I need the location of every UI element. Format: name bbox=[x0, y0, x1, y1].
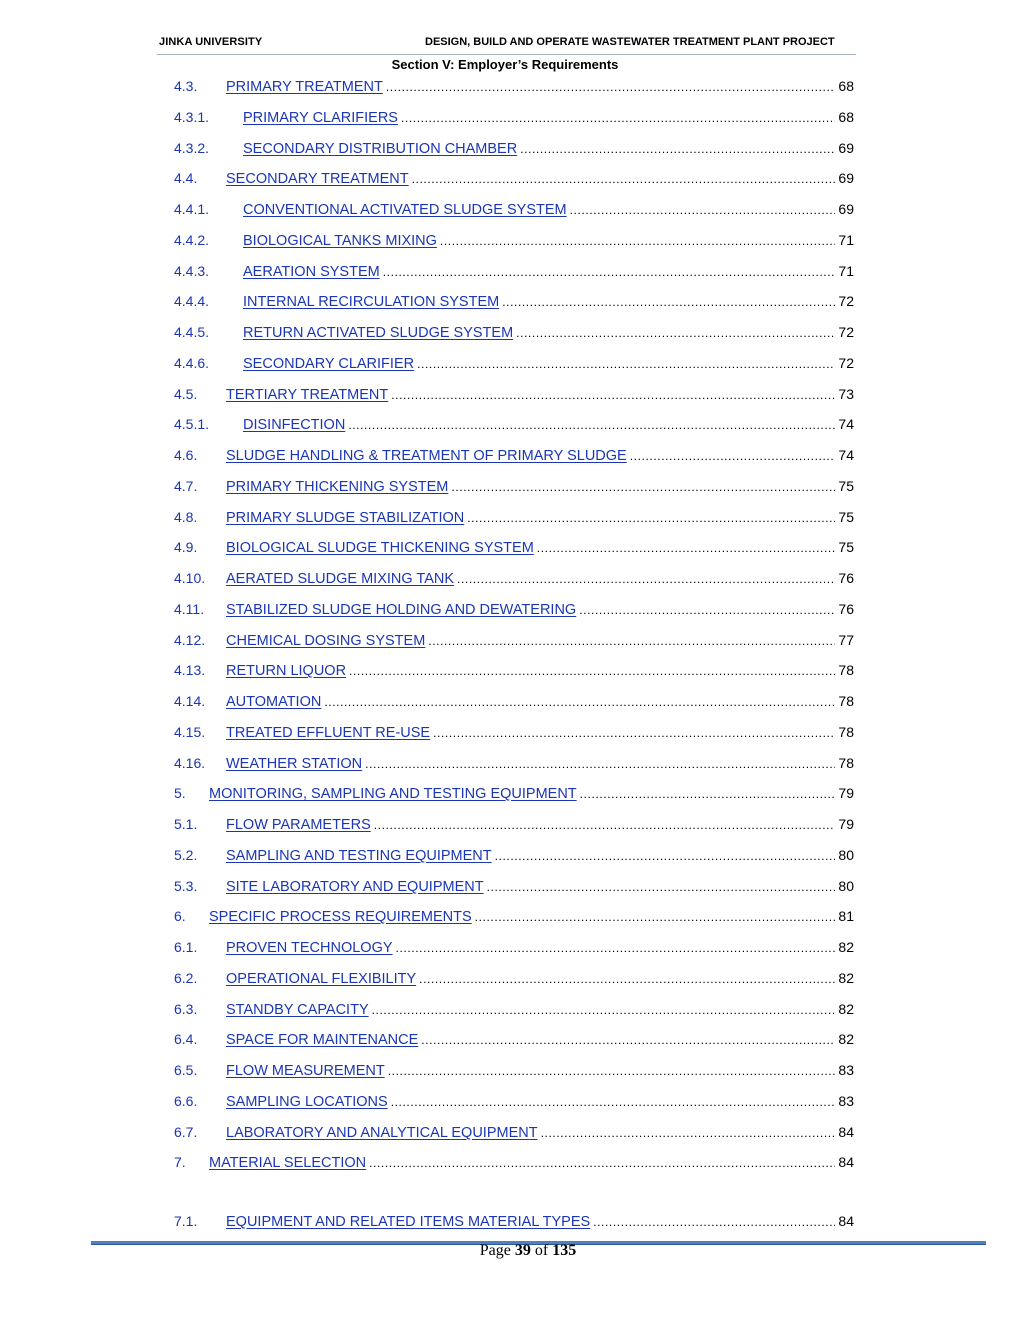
toc-dot-leader bbox=[580, 784, 835, 804]
toc-dot-leader bbox=[391, 385, 835, 405]
toc-dot-leader bbox=[349, 661, 835, 681]
toc-entry-page: 74 bbox=[838, 416, 854, 432]
toc-entry-number: 4.4.1. bbox=[174, 201, 210, 217]
page-of: of bbox=[534, 1242, 549, 1259]
toc-entry[interactable] bbox=[174, 199, 854, 219]
toc-dot-leader bbox=[433, 723, 835, 743]
toc-entry-page: 72 bbox=[838, 355, 854, 371]
page-prefix: Page bbox=[479, 1242, 511, 1259]
toc-entry-link[interactable]: CHEMICAL DOSING SYSTEM bbox=[226, 633, 426, 649]
toc-dot-leader bbox=[467, 508, 835, 528]
toc-entry-page: 80 bbox=[838, 878, 854, 894]
toc-dot-leader bbox=[391, 1092, 835, 1112]
toc-entry-link[interactable]: FLOW MEASUREMENT bbox=[226, 1063, 385, 1079]
toc-entry-link[interactable]: TERTIARY TREATMENT bbox=[226, 387, 389, 403]
toc-entry-number: 4.8. bbox=[174, 509, 198, 525]
toc-entry[interactable] bbox=[174, 230, 854, 250]
toc-entry-page: 82 bbox=[838, 1031, 854, 1047]
toc-entry-number: 5.2. bbox=[174, 847, 198, 863]
toc-entry-link[interactable]: CONVENTIONAL ACTIVATED SLUDGE SYSTEM bbox=[243, 202, 567, 218]
toc-entry[interactable] bbox=[174, 476, 854, 496]
toc-entry-page: 72 bbox=[838, 324, 854, 340]
toc-entry-number: 6.4. bbox=[174, 1031, 198, 1047]
toc-entry-link[interactable]: RETURN ACTIVATED SLUDGE SYSTEM bbox=[243, 325, 514, 341]
toc-entry[interactable] bbox=[174, 876, 854, 896]
toc-entry[interactable] bbox=[174, 322, 854, 342]
toc-dot-leader bbox=[421, 1030, 835, 1050]
toc-entry-link[interactable]: BIOLOGICAL SLUDGE THICKENING SYSTEM bbox=[226, 540, 534, 556]
toc-entry-link[interactable]: AUTOMATION bbox=[226, 694, 322, 710]
toc-entry[interactable] bbox=[174, 507, 854, 527]
toc-entry[interactable] bbox=[174, 906, 854, 926]
toc-entry-number: 4.3.2. bbox=[174, 140, 210, 156]
toc-entry-number: 6. bbox=[174, 908, 186, 924]
toc-entry-link[interactable]: LABORATORY AND ANALYTICAL EQUIPMENT bbox=[226, 1125, 538, 1141]
toc-entry[interactable] bbox=[174, 384, 854, 404]
toc-entry-link[interactable]: RETURN LIQUOR bbox=[226, 663, 347, 679]
toc-entry-page: 82 bbox=[838, 1001, 854, 1017]
toc-dot-leader bbox=[365, 754, 835, 774]
toc-entry[interactable] bbox=[174, 937, 854, 957]
toc-entry-link[interactable]: SAMPLING LOCATIONS bbox=[226, 1094, 388, 1110]
toc-dot-leader bbox=[457, 569, 835, 589]
toc-entry-page: 81 bbox=[838, 908, 854, 924]
toc-entry-number: 4.4.4. bbox=[174, 293, 210, 309]
toc-entry-link[interactable]: PRIMARY TREATMENT bbox=[226, 79, 383, 95]
toc-entry-number: 4.4.6. bbox=[174, 355, 210, 371]
toc-entry-page: 69 bbox=[838, 201, 854, 217]
toc-entry[interactable] bbox=[174, 1060, 854, 1080]
toc-entry[interactable] bbox=[174, 107, 854, 127]
toc-entry-link[interactable]: WEATHER STATION bbox=[226, 756, 363, 772]
toc-entry-page: 78 bbox=[838, 693, 854, 709]
toc-entry-page: 76 bbox=[838, 601, 854, 617]
toc-entry[interactable] bbox=[174, 76, 854, 96]
toc-entry[interactable] bbox=[174, 138, 854, 158]
toc-entry-page: 78 bbox=[838, 662, 854, 678]
toc-entry-link[interactable]: PRIMARY CLARIFIERS bbox=[243, 110, 398, 126]
toc-entry-number: 4.13. bbox=[174, 662, 206, 678]
toc-entry-number: 6.2. bbox=[174, 970, 198, 986]
toc-dot-leader bbox=[372, 1000, 835, 1020]
toc-entry-link[interactable]: SAMPLING AND TESTING EQUIPMENT bbox=[226, 848, 492, 864]
toc-entry-link[interactable]: FLOW PARAMETERS bbox=[226, 817, 371, 833]
toc-dot-leader bbox=[419, 969, 835, 989]
toc-entry-page: 83 bbox=[838, 1062, 854, 1078]
toc-entry-number: 4.15. bbox=[174, 724, 206, 740]
toc-entry-link[interactable]: SITE LABORATORY AND EQUIPMENT bbox=[226, 879, 484, 895]
toc-entry[interactable] bbox=[174, 753, 854, 773]
toc-entry-number: 5.3. bbox=[174, 878, 198, 894]
toc-entry-page: 83 bbox=[838, 1093, 854, 1109]
toc-entry[interactable] bbox=[174, 968, 854, 988]
toc-entry-link[interactable]: STANDBY CAPACITY bbox=[226, 1002, 369, 1018]
toc-entry-number: 6.7. bbox=[174, 1124, 198, 1140]
page-total: 135 bbox=[552, 1242, 577, 1259]
toc-entry-page: 79 bbox=[838, 816, 854, 832]
toc-entry-number: 4.10. bbox=[174, 570, 206, 586]
toc-entry-page: 78 bbox=[838, 755, 854, 771]
toc-entry-number: 4.5. bbox=[174, 386, 198, 402]
toc-entry-number: 5.1. bbox=[174, 816, 198, 832]
toc-entry-link[interactable]: INTERNAL RECIRCULATION SYSTEM bbox=[243, 294, 500, 310]
toc-entry-link[interactable]: SLUDGE HANDLING & TREATMENT OF PRIMARY SLUDGE bbox=[226, 448, 627, 464]
toc-entry[interactable] bbox=[174, 568, 854, 588]
toc-entry-number: 7.1. bbox=[174, 1213, 198, 1229]
toc-dot-leader bbox=[541, 1123, 835, 1143]
toc-entry-page: 68 bbox=[838, 109, 854, 125]
toc-entry-number: 4.4.3. bbox=[174, 263, 210, 279]
toc-entry-page: 77 bbox=[838, 632, 854, 648]
toc-entry[interactable] bbox=[174, 722, 854, 742]
toc-entry-number: 4.11. bbox=[174, 601, 205, 617]
toc-entry-page: 68 bbox=[838, 78, 854, 94]
toc-entry-page: 69 bbox=[838, 170, 854, 186]
toc-entry[interactable] bbox=[174, 1152, 854, 1172]
toc-dot-leader bbox=[451, 477, 835, 497]
toc-dot-leader bbox=[417, 354, 835, 374]
toc-entry-number: 6.3. bbox=[174, 1001, 198, 1017]
toc-entry-page: 72 bbox=[838, 293, 854, 309]
toc-entry[interactable] bbox=[174, 783, 854, 803]
toc-entry-link[interactable]: MATERIAL SELECTION bbox=[209, 1155, 367, 1171]
toc-entry-link[interactable]: OPERATIONAL FLEXIBILITY bbox=[226, 971, 417, 987]
toc-entry-page: 82 bbox=[838, 939, 854, 955]
toc-entry-page: 78 bbox=[838, 724, 854, 740]
toc-dot-leader bbox=[537, 538, 835, 558]
toc-dot-leader bbox=[570, 200, 835, 220]
page-current: 39 bbox=[514, 1242, 531, 1259]
toc-entry-number: 6.1. bbox=[174, 939, 198, 955]
toc-entry-number: 4.4.5. bbox=[174, 324, 210, 340]
toc-dot-leader bbox=[324, 692, 835, 712]
toc-entry-page: 76 bbox=[838, 570, 854, 586]
toc-entry[interactable] bbox=[174, 1211, 854, 1231]
toc-dot-leader bbox=[495, 846, 835, 866]
toc-entry-page: 80 bbox=[838, 847, 854, 863]
table-of-contents bbox=[174, 0, 854, 1240]
section-title: Section V: Employer’s Requirements bbox=[391, 57, 619, 72]
toc-entry[interactable] bbox=[174, 691, 854, 711]
toc-entry-page: 71 bbox=[838, 232, 854, 248]
toc-dot-leader bbox=[593, 1212, 835, 1232]
toc-entry-page: 82 bbox=[838, 970, 854, 986]
toc-entry-link[interactable]: DISINFECTION bbox=[243, 417, 346, 433]
toc-entry[interactable] bbox=[174, 1029, 854, 1049]
toc-entry[interactable] bbox=[174, 660, 854, 680]
toc-entry-page: 84 bbox=[838, 1124, 854, 1140]
toc-entry-link[interactable]: EQUIPMENT AND RELATED ITEMS MATERIAL TYPES bbox=[226, 1214, 591, 1230]
toc-entry-link[interactable]: MONITORING, SAMPLING AND TESTING EQUIPMENT bbox=[209, 786, 577, 802]
toc-entry-link[interactable]: PRIMARY THICKENING SYSTEM bbox=[226, 479, 449, 495]
toc-entry[interactable] bbox=[174, 845, 854, 865]
toc-dot-leader bbox=[369, 1153, 835, 1173]
toc-entry-link[interactable]: PROVEN TECHNOLOGY bbox=[226, 940, 393, 956]
toc-entry-number: 4.4.2. bbox=[174, 232, 210, 248]
toc-entry-link[interactable]: TREATED EFFLUENT RE-USE bbox=[226, 725, 431, 741]
toc-entry-page: 71 bbox=[838, 263, 854, 279]
toc-dot-leader bbox=[388, 1061, 835, 1081]
toc-dot-leader bbox=[374, 815, 835, 835]
toc-entry-link[interactable]: SECONDARY CLARIFIER bbox=[243, 356, 415, 372]
toc-entry-link[interactable]: AERATED SLUDGE MIXING TANK bbox=[226, 571, 455, 587]
toc-entry-number: 4.16. bbox=[174, 755, 206, 771]
toc-dot-leader bbox=[428, 631, 835, 651]
toc-dot-leader bbox=[440, 231, 835, 251]
toc-entry[interactable] bbox=[174, 291, 854, 311]
toc-entry[interactable] bbox=[174, 168, 854, 188]
toc-entry-number: 6.5. bbox=[174, 1062, 198, 1078]
toc-entry-page: 84 bbox=[838, 1154, 854, 1170]
toc-entry-number: 4.3.1. bbox=[174, 109, 210, 125]
toc-entry-link[interactable]: AERATION SYSTEM bbox=[243, 264, 380, 280]
toc-dot-leader bbox=[412, 169, 835, 189]
toc-entry-number: 5. bbox=[174, 785, 186, 801]
page-number bbox=[0, 1242, 1024, 1260]
toc-entry-link[interactable]: SPECIFIC PROCESS REQUIREMENTS bbox=[209, 909, 472, 925]
toc-entry[interactable] bbox=[174, 1091, 854, 1111]
toc-entry-page: 75 bbox=[838, 509, 854, 525]
toc-dot-leader bbox=[401, 108, 835, 128]
toc-entry-number: 4.14. bbox=[174, 693, 206, 709]
toc-dot-leader bbox=[383, 262, 835, 282]
toc-entry-page: 75 bbox=[838, 539, 854, 555]
toc-entry-page: 84 bbox=[838, 1213, 854, 1229]
header-university: JINKA UNIVERSITY bbox=[159, 36, 263, 48]
toc-entry-page: 73 bbox=[838, 386, 854, 402]
toc-entry[interactable] bbox=[174, 1122, 854, 1142]
toc-entry[interactable] bbox=[174, 445, 854, 465]
toc-entry-number: 4.5.1. bbox=[174, 416, 210, 432]
toc-entry-number: 7. bbox=[174, 1154, 186, 1170]
toc-entry-page: 74 bbox=[838, 447, 854, 463]
toc-dot-leader bbox=[348, 415, 835, 435]
toc-entry[interactable] bbox=[174, 353, 854, 373]
toc-entry[interactable] bbox=[174, 999, 854, 1019]
toc-entry-number: 4.3. bbox=[174, 78, 198, 94]
toc-entry-number: 4.6. bbox=[174, 447, 198, 463]
toc-entry-number: 4.9. bbox=[174, 539, 198, 555]
toc-entry-page: 79 bbox=[838, 785, 854, 801]
toc-dot-leader bbox=[579, 600, 835, 620]
toc-entry[interactable] bbox=[174, 630, 854, 650]
toc-entry-link[interactable]: SECONDARY TREATMENT bbox=[226, 171, 409, 187]
toc-entry[interactable] bbox=[174, 599, 854, 619]
toc-entry-link[interactable]: SPACE FOR MAINTENANCE bbox=[226, 1032, 419, 1048]
toc-dot-leader bbox=[502, 292, 835, 312]
toc-entry-link[interactable]: STABILIZED SLUDGE HOLDING AND DEWATERING bbox=[226, 602, 577, 618]
toc-dot-leader bbox=[487, 877, 835, 897]
toc-entry[interactable] bbox=[174, 414, 854, 434]
toc-entry-number: 4.12. bbox=[174, 632, 206, 648]
toc-entry-number: 4.7. bbox=[174, 478, 198, 494]
toc-entry[interactable] bbox=[174, 537, 854, 557]
toc-entry-page: 69 bbox=[838, 140, 854, 156]
toc-dot-leader bbox=[520, 139, 835, 159]
toc-entry[interactable] bbox=[174, 814, 854, 834]
toc-entry-link[interactable]: BIOLOGICAL TANKS MIXING bbox=[243, 233, 437, 249]
toc-entry-number: 6.6. bbox=[174, 1093, 198, 1109]
toc-entry-link[interactable]: SECONDARY DISTRIBUTION CHAMBER bbox=[243, 141, 518, 157]
toc-dot-leader bbox=[516, 323, 835, 343]
toc-entry-link[interactable]: PRIMARY SLUDGE STABILIZATION bbox=[226, 510, 465, 526]
toc-entry-number: 4.4. bbox=[174, 170, 198, 186]
toc-dot-leader bbox=[386, 77, 835, 97]
toc-dot-leader bbox=[475, 907, 835, 927]
toc-entry-page: 75 bbox=[838, 478, 854, 494]
toc-dot-leader bbox=[630, 446, 835, 466]
header-project: DESIGN, BUILD AND OPERATE WASTEWATER TREATMENT PLANT PROJECT bbox=[425, 36, 835, 48]
toc-entry[interactable] bbox=[174, 261, 854, 281]
toc-dot-leader bbox=[396, 938, 835, 958]
